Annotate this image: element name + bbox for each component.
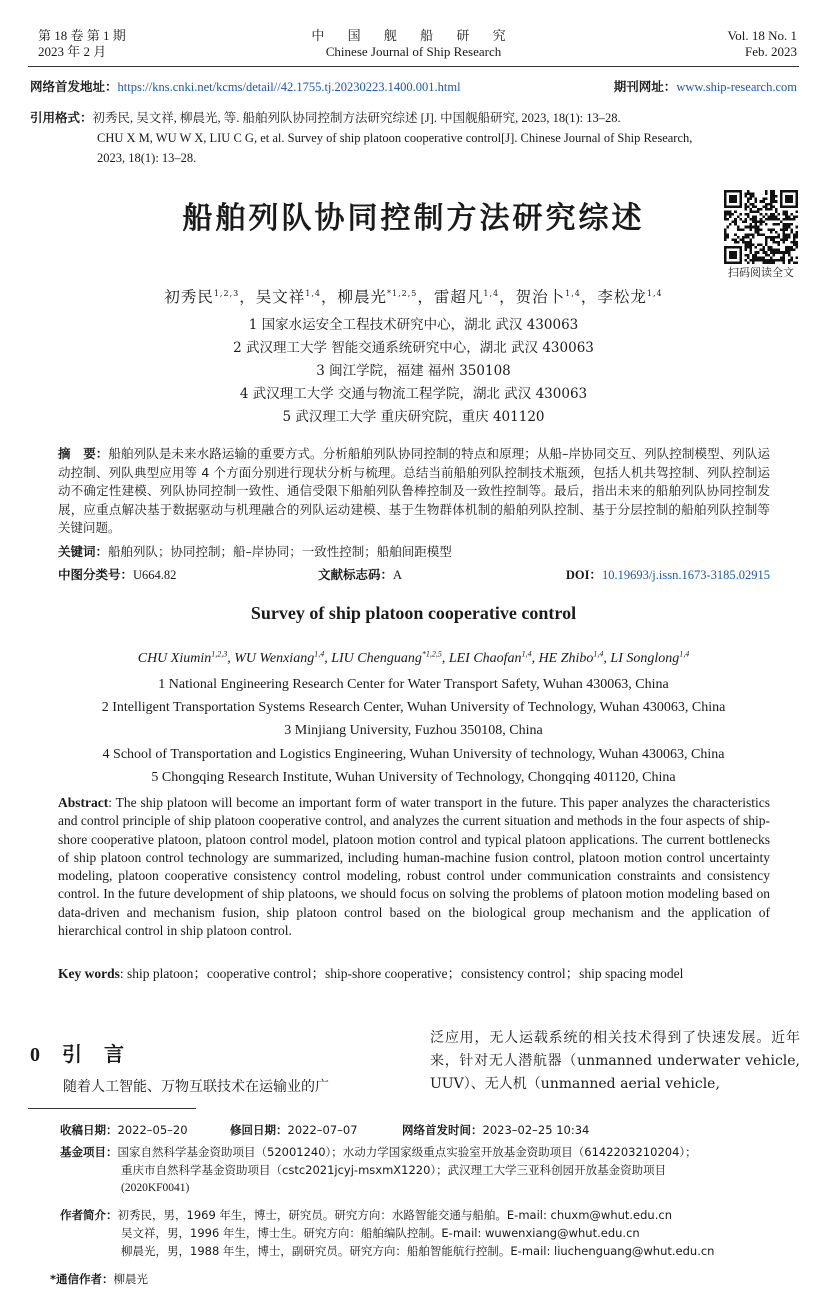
affiliation-cn: 3 闽江学院，福建 福州 350108	[316, 363, 511, 379]
header-rule	[28, 66, 799, 67]
author-en: HE Zhibo$^{1,4}$,	[538, 649, 611, 666]
keywords-cn-label: 关键词：	[58, 544, 109, 559]
header-journal	[260, 28, 567, 60]
citation-cn: 初秀民, 吴文祥, 柳晨光, 等. 船舶列队协同控制方法研究综述 [J]. 中国舰船研究, 2023, 18(1): 13–28.	[92, 111, 621, 125]
funding-line: 国家自然科学基金资助项目（52001240）；水动力学国家级重点实验室开放基金资助项目（6142203210204）；	[117, 1145, 697, 1159]
header-volume-cn	[38, 28, 126, 60]
journal-site	[614, 77, 797, 95]
paper-title-cn: 船舶列队协同控制方法研究综述	[182, 201, 645, 236]
corresponding-name: 柳晨光	[113, 1272, 149, 1286]
citation-label: 引用格式：	[30, 111, 93, 125]
affiliation-cn: 2 武汉理工大学 智能交通系统研究中心，湖北 武汉 430063	[233, 340, 594, 356]
funding-line: (2020KF0041)	[121, 1182, 190, 1194]
online-address-link[interactable]: https://kns.cnki.net/kcms/detail//42.1755.tj.20230223.1400.001.html	[117, 80, 461, 94]
corresponding-label: *通信作者：	[50, 1272, 114, 1286]
author-bio: 初秀民，男，1969 年生，博士，研究员。研究方向：水路智能交通与船舶。E-mail: chuxm@whut.edu.cn	[117, 1208, 672, 1222]
keywords-en	[58, 963, 770, 984]
classification-line	[58, 565, 770, 583]
bio-label: 作者简介：	[60, 1208, 118, 1222]
authors-cn	[0, 285, 827, 307]
author-en: LI Songlong$^{1,4}$	[610, 649, 690, 666]
paper-title-en: Survey of ship platoon cooperative control	[250, 603, 577, 623]
author-cn: 柳晨光$^{*1,2,5}$，	[337, 288, 434, 306]
revised-date: 修回日期：2022–07–07	[230, 1123, 358, 1137]
document-code: 文献标志码：A	[318, 567, 403, 582]
funding-label: 基金项目：	[60, 1145, 118, 1159]
affiliation-cn: 1 国家水运安全工程技术研究中心，湖北 武汉 430063	[248, 317, 579, 333]
author-en: CHU Xiumin$^{1,2,3}$,	[137, 649, 235, 666]
affiliation-cn: 4 武汉理工大学 交通与物流工程学院，湖北 武汉 430063	[239, 386, 588, 402]
abstract-en	[58, 794, 770, 940]
section-number: 0	[30, 1044, 40, 1066]
qr-label: 扫码阅读全文	[728, 266, 794, 279]
affiliation-en: 1 National Engineering Research Center for Water Transport Safety, Wuhan 430063, China	[158, 677, 669, 692]
footnote-bios	[60, 1206, 797, 1260]
volume-en: Vol. 18 No. 1	[727, 28, 797, 43]
body-text-left: 随着人工智能、万物互联技术在运输业的广	[63, 1079, 329, 1095]
journal-site-label: 期刊网址：	[613, 80, 677, 94]
footnote-funding	[60, 1143, 797, 1197]
author-bio: 柳晨光，男，1988 年生，博士，副研究员。研究方向：船舶智能航行控制。E-mail: liuchenguang@whut.edu.cn	[121, 1244, 715, 1258]
doi-link[interactable]: 10.19693/j.issn.1673-3185.02915	[601, 568, 770, 582]
online-address-line	[30, 77, 797, 95]
abstract-cn	[58, 445, 770, 538]
author-en: LEI Chaofan$^{1,4}$,	[448, 649, 539, 666]
footnote-rule	[28, 1108, 196, 1109]
journal-name-en: Chinese Journal of Ship Research	[325, 44, 502, 59]
affiliation-en: 3 Minjiang University, Fuzhou 350108, China	[284, 723, 543, 738]
affiliation-cn: 5 武汉理工大学 重庆研究院，重庆 401120	[282, 409, 545, 425]
journal-name-cn: 中 国 舰 船 研 究	[311, 28, 516, 43]
affiliation-en: 5 Chongqing Research Institute, Wuhan University of Technology, Chongqing 401120, China	[151, 770, 676, 785]
citation-en-1: CHU X M, WU W X, LIU C G, et al. Survey of ship platoon cooperative control[J]. Chinese Journal of Ship Research,	[97, 131, 693, 145]
keywords-en-label: Key words	[58, 966, 120, 981]
affiliation-en: 4 School of Transportation and Logistics Engineering, Wuhan University of technology, Wuhan 430063, China	[102, 747, 725, 762]
author-cn: 李松龙$^{1,4}$	[597, 288, 663, 306]
affiliation-en: 2 Intelligent Transportation Systems Research Center, Wuhan University of Technology, Wuhan 430063, China	[101, 700, 726, 715]
authors-en	[0, 649, 827, 667]
date-cn: 2023 年 2 月	[38, 44, 107, 59]
clc-number: 中图分类号：U664.82	[58, 567, 177, 582]
author-en: LIU Chenguang$^{*1,2,5}$,	[331, 649, 449, 666]
online-address-label: 网络首发地址：	[30, 80, 118, 94]
citation-en-2: 2023, 18(1): 13–28.	[97, 151, 197, 165]
abstract-cn-text: 船舶列队是未来水路运输的重要方式。分析船舶列队协同控制的特点和原理；从船–岸协同交互、列队控制模型、列队运动控制、列队典型应用等 4 个方面分别进行现状分析与梳理。总结当前船舶列队控制技术瓶颈，包括人机共驾控制、列队控制运动不确定性建模、列队协同控制一致性、通信受限下船舶列队鲁棒控制及一致性控制等。最后，指出未来的船舶列队协同控制发展，应重点解决基于数据驱动与机理融合的列队运动建模、基于生物群体机制的船舶列队控制、基于分层控制的船舶列队控制等关键问题。	[58, 446, 770, 536]
citation-block	[30, 108, 797, 168]
body-text-right: 泛应用，无人运载系统的相关技术得到了快速发展。近年来，针对无人潜航器（unmanned underwater vehicle, UUV）、无人机（unmanned aerial vehicle,	[430, 1030, 800, 1092]
section-heading	[30, 1038, 146, 1067]
author-bio: 吴文祥，男，1996 年生，博士生。研究方向：船舶编队控制。E-mail: wuwenxiang@whut.edu.cn	[121, 1226, 640, 1240]
section-title: 引言	[62, 1042, 146, 1066]
keywords-en-text: : ship platoon；cooperative control；ship-shore cooperative；consistency control；ship spacing model	[119, 966, 684, 981]
header-volume-en	[728, 28, 797, 60]
volume-cn: 第 18 卷 第 1 期	[38, 28, 126, 43]
author-cn: 雷超凡$^{1,4}$，	[433, 288, 516, 306]
author-cn: 贺治卜$^{1,4}$，	[515, 288, 598, 306]
author-cn: 吴文祥$^{1,4}$，	[255, 288, 338, 306]
author-cn: 初秀民$^{1,2,3}$，	[164, 288, 256, 306]
online-date: 网络首发时间：2023–02–25 10:34	[402, 1123, 590, 1137]
doi: DOI：10.19693/j.issn.1673-3185.02915	[565, 568, 770, 582]
keywords-cn-text: 船舶列队；协同控制；船–岸协同；一致性控制；船舶间距模型	[108, 544, 452, 559]
corresponding-author	[50, 1270, 797, 1288]
received-date: 收稿日期：2022–05–20	[60, 1123, 188, 1137]
funding-line: 重庆市自然科学基金资助项目（cstc2021jcyj-msxmX1220）；武汉理工大学三亚科创园开放基金资助项目	[121, 1163, 667, 1177]
author-en: WU Wenxiang$^{1,4}$,	[234, 649, 332, 666]
qr-code[interactable]	[724, 190, 798, 264]
abstract-en-text: : The ship platoon will become an important form of water transport in the future. This paper analyzes the characteristics and control principle of ship platoon cooperative control, and analyzes the current situation and methods in the four aspects of ship-shore cooperative platoon, platoon control model, platoon motion control and typical platoon applications. The current bottlenecks of ship platoon control technology are summarized, including human-machine fusion control, platoon motion control uncertainty modeling, platoon cooperative consistency control modeling, robust control under communication constraints and consistency control. In the future development of ship platoons, we should focus on solving the problems of platoon motion modeling based on data-driven and mechanism fusion, ship platoon control based on the biological group mechanism and the application of hierarchical control in ship platoon control.	[58, 795, 770, 939]
journal-site-link[interactable]: www.ship-research.com	[676, 80, 797, 94]
keywords-cn	[58, 542, 770, 560]
abstract-en-label: Abstract	[58, 795, 109, 810]
date-en: Feb. 2023	[745, 44, 797, 59]
abstract-cn-label: 摘 要：	[58, 446, 109, 461]
